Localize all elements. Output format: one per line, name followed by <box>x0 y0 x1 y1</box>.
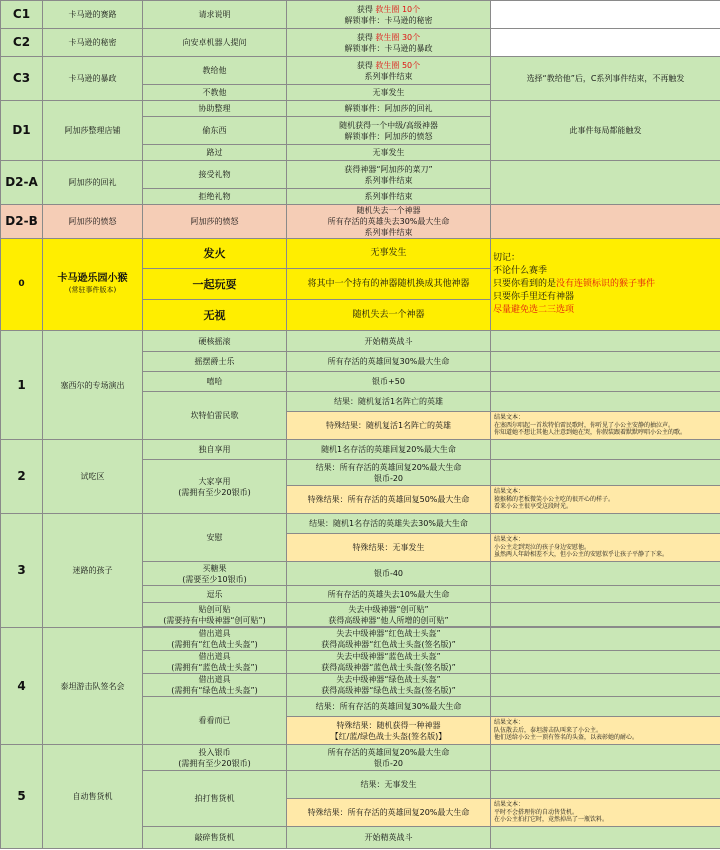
option-cell: 贴创可贴 (需要持有中级神器“创可贴”) <box>143 603 287 627</box>
option-cell: 逗乐 <box>143 586 287 603</box>
option-cell: 发火 <box>143 239 287 269</box>
event-id: C2 <box>1 29 43 57</box>
note-cell: 选择“教给他”后，C系列事件结束，不再触发 <box>491 57 720 101</box>
note-cell <box>491 29 720 57</box>
result-cell: 失去中级神器“红色战士头盔” 获得高级神器“红色战士头盔(签名版)” <box>287 628 491 651</box>
note-cell <box>491 674 720 697</box>
result-cell: 结果：所有存活的英雄回复30%最大生命 <box>287 697 491 717</box>
result-cell: 解锁事件：阿加莎的回礼 <box>287 101 491 117</box>
note-cell <box>491 460 720 486</box>
result-cell: 结果：所有存活的英雄回复20%最大生命 银币-20 <box>287 460 491 486</box>
result-cell: 银币-40 <box>287 562 491 586</box>
note-cell <box>491 1 720 29</box>
note-cell <box>491 440 720 460</box>
event-name: 阿加莎整理店铺 <box>43 101 143 161</box>
note-cell <box>491 372 720 392</box>
result-cell: 所有存活的英雄失去10%最大生命 <box>287 586 491 603</box>
result-cell: 失去中级神器“蓝色战士头盔” 获得高级神器“蓝色战士头盔(签名版)” <box>287 651 491 674</box>
event-name: 塞西尔的专场演出 <box>43 331 143 440</box>
event-name: 泰坦游击队签名会 <box>43 628 143 745</box>
note-cell <box>491 603 720 627</box>
event-id: 1 <box>1 331 43 440</box>
event-id: C3 <box>1 57 43 101</box>
event-name: 迷路的孩子 <box>43 514 143 628</box>
result-cell: 随机获得一个中级/高级神器 解锁事件：阿加莎的愤怒 <box>287 117 491 145</box>
event-name: 卡马逊乐园小猴 (常驻事件版本) <box>43 239 143 331</box>
note-cell <box>491 586 720 603</box>
result-cell: 将其中一个持有的神器随机换成其他神器 <box>287 269 491 300</box>
note-cell <box>491 161 720 205</box>
special-result-cell: 特殊结果：所有存活的英雄回复20%最大生命 <box>287 799 491 827</box>
note-cell <box>491 331 720 352</box>
event-name: 自动售货机 <box>43 745 143 849</box>
event-name: 阿加莎的愤怒 <box>43 205 143 239</box>
special-result-cell: 特殊结果：随机获得一种神器 【红/蓝/绿色战士头盔(签名版)】 <box>287 717 491 745</box>
option-cell: 买糖果 (需要至少10银币) <box>143 562 287 586</box>
special-result-cell: 特殊结果：所有存活的英雄回复50%最大生命 <box>287 486 491 514</box>
event-id: D2-A <box>1 161 43 205</box>
note-cell <box>491 205 720 239</box>
result-cell: 获得神器“阿加莎的菜刀” 系列事件结束 <box>287 161 491 189</box>
option-cell: 接受礼物 <box>143 161 287 189</box>
result-cell: 所有存活的英雄回复30%最大生命 <box>287 352 491 372</box>
note-cell <box>491 651 720 674</box>
result-cell: 开始精英战斗 <box>287 827 491 849</box>
event-id: D2-B <box>1 205 43 239</box>
result-cell: 无事发生 <box>287 145 491 161</box>
option-cell: 摇摆爵士乐 <box>143 352 287 372</box>
result-cell: 随机1名存活的英雄回复20%最大生命 <box>287 440 491 460</box>
option-cell: 嘻哈 <box>143 372 287 392</box>
option-cell: 硬核摇滚 <box>143 331 287 352</box>
note-cell <box>491 392 720 412</box>
result-cell: 失去中级神器“绿色战士头盔” 获得高级神器“绿色战士头盔(签名版)” <box>287 674 491 697</box>
event-name: 试吃区 <box>43 440 143 514</box>
option-cell: 阿加莎的愤怒 <box>143 205 287 239</box>
note-cell: 此事件每局都能触发 <box>491 101 720 161</box>
result-cell: 失去中级神器“创可贴” 获得高级神器“他人所增的创可贴” <box>287 603 491 627</box>
note-cell <box>491 628 720 651</box>
result-cell: 结果：无事发生 <box>287 771 491 799</box>
result-cell: 结果：随机1名存活的英雄失去30%最大生命 <box>287 514 491 534</box>
note-cell <box>491 771 720 799</box>
result-cell: 所有存活的英雄回复20%最大生命 银币-20 <box>287 745 491 771</box>
result-cell: 获得 救生圈 30个 解锁事件：卡马逊的暴政 <box>287 29 491 57</box>
result-text-note: 结果文本： 平时不会搭理你的自动售货机。 在小公主拍打它时，竟然掉出了一瓶饮料。 <box>491 799 720 827</box>
special-result-cell: 特殊结果：无事发生 <box>287 534 491 562</box>
event-id: 4 <box>1 628 43 745</box>
option-cell: 看看而已 <box>143 697 287 745</box>
result-cell: 无事发生 <box>287 85 491 101</box>
option-cell: 拍打售货机 <box>143 771 287 827</box>
option-cell: 借出道具 (需拥有“红色战士头盔”) <box>143 628 287 651</box>
option-cell: 一起玩耍 <box>143 269 287 300</box>
result-text-note: 结果文本： 猿猴稀的老板微笑小公主吃的很开心的样子。 看来小公主很享受这段时光。 <box>491 486 720 514</box>
note-cell <box>491 827 720 849</box>
event-id: 0 <box>1 239 43 331</box>
option-cell: 投入银币 (需拥有至少20银币) <box>143 745 287 771</box>
note-cell <box>491 514 720 534</box>
option-cell: 协助整理 <box>143 101 287 117</box>
result-cell: 无事发生 <box>287 239 491 269</box>
option-cell: 大家享用 (需拥有至少20银币) <box>143 460 287 514</box>
note-cell <box>491 697 720 717</box>
event-name: 阿加莎的回礼 <box>43 161 143 205</box>
event-id: 3 <box>1 514 43 628</box>
option-cell: 路过 <box>143 145 287 161</box>
event-id: D1 <box>1 101 43 161</box>
special-result-cell: 特殊结果：随机复活1名阵亡的英雄 <box>287 412 491 440</box>
option-cell: 敲碎售货机 <box>143 827 287 849</box>
event-id: 5 <box>1 745 43 849</box>
event-name: 卡马逊的赛路 <box>43 1 143 29</box>
option-cell: 借出道具 (需拥有“蓝色战士头盔”) <box>143 651 287 674</box>
option-cell: 拒绝礼物 <box>143 189 287 205</box>
note-cell <box>491 745 720 771</box>
option-cell: 不教他 <box>143 85 287 101</box>
option-cell: 借出道具 (需拥有“绿色战士头盔”) <box>143 674 287 697</box>
result-cell: 开始精英战斗 <box>287 331 491 352</box>
result-cell: 获得 救生圈 10个 解锁事件：卡马逊的秘密 <box>287 1 491 29</box>
option-cell: 偷东西 <box>143 117 287 145</box>
result-text-note: 结果文本： 小公主走到哭泣的孩子身边安慰他。 虽然两人年龄相差不大，但小公主的安慰似乎让孩子平静了下来。 <box>491 534 720 562</box>
event-name: 卡马逊的暴政 <box>43 57 143 101</box>
result-cell: 银币+50 <box>287 372 491 392</box>
result-cell: 随机失去一个神器 <box>287 300 491 331</box>
option-cell: 请求说明 <box>143 1 287 29</box>
event-name: 卡马逊的秘密 <box>43 29 143 57</box>
option-cell: 无视 <box>143 300 287 331</box>
note-cell <box>491 562 720 586</box>
note-cell <box>491 352 720 372</box>
result-cell: 结果：随机复活1名阵亡的英雄 <box>287 392 491 412</box>
result-cell: 系列事件结束 <box>287 189 491 205</box>
warning-note: 切记： 不论什么赛季 只要你看到的是没有连锁标识的猴子事件 只要你手里还有神器 尽量避免选二三选项 <box>491 239 720 331</box>
option-cell: 教给他 <box>143 57 287 85</box>
option-cell: 坎特伯雷民歌 <box>143 392 287 440</box>
event-id: C1 <box>1 1 43 29</box>
result-text-note: 结果文本： 队伍散去后，泰坦游击队叫来了小公主。 他们送给小公主一顶有签名的头盔，以表彰她的耐心。 <box>491 717 720 745</box>
option-cell: 独自享用 <box>143 440 287 460</box>
result-cell: 获得 救生圈 50个 系列事件结束 <box>287 57 491 85</box>
result-text-note: 结果文本： 在塞西尔唱起一首坎特伯雷民歌时，你听见了小公主安静的抽泣声。 你知道她不想让其他人注意到她在哭，你假装跟着默默哼唱小公主的歌。 <box>491 412 720 440</box>
option-cell: 向安卓机器人提问 <box>143 29 287 57</box>
event-id: 2 <box>1 440 43 514</box>
result-cell: 随机失去一个神器 所有存活的英雄失去30%最大生命 系列事件结束 <box>287 205 491 239</box>
option-cell: 安慰 <box>143 514 287 562</box>
